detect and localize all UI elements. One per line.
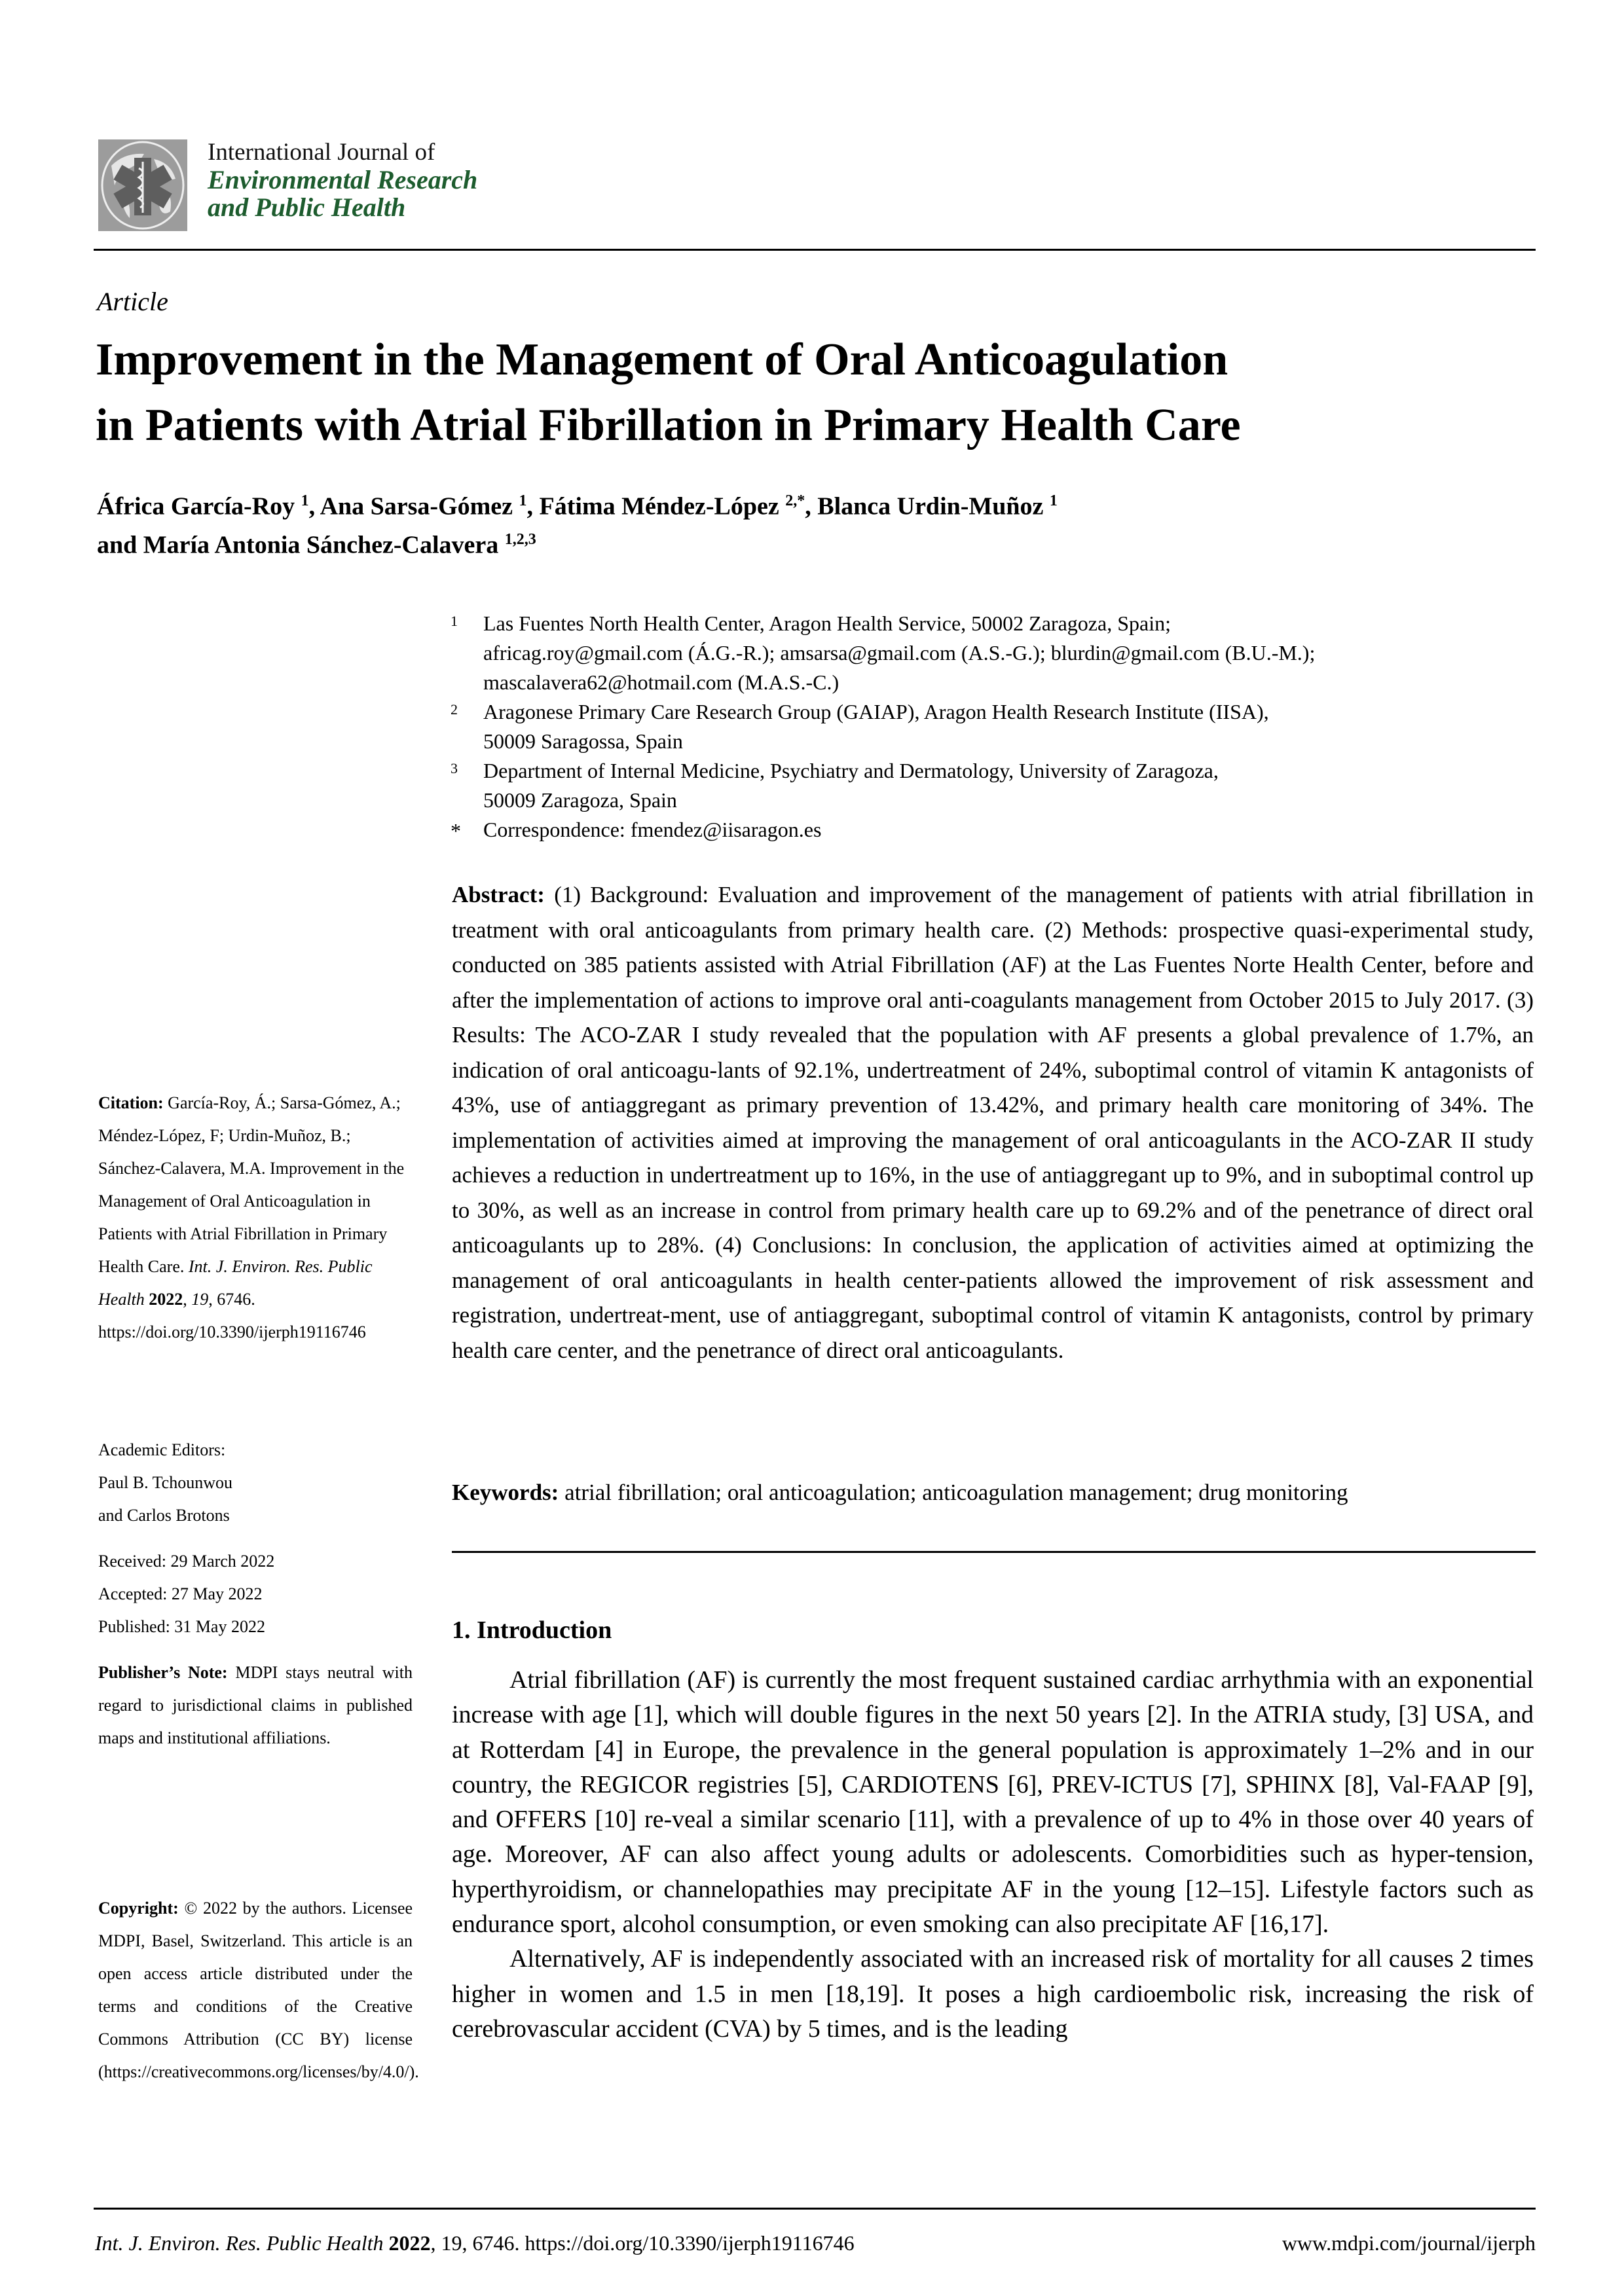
citation-block: Citation: García-Roy, Á.; Sarsa-Gómez, A.; Méndez-López, F; Urdin-Muñoz, B.; Sánchez-Calavera, M.A. Improvement in the Management of Oral Anticoagulation in Patients with Atrial Fibrillation in Primary Health Care. Int. J. Environ. Res. Public Health 2022, 19, 6746. https://doi.org/10.3390/ijerph19116746 [98, 1093, 405, 1341]
author-line-2 [97, 523, 1472, 562]
introduction-body [452, 1663, 1534, 2047]
copyright-block: Copyright: © 2022 by the authors. Licensee MDPI, Basel, Switzerland. This article is an open access article distributed under the terms and conditions of the Creative Commons Attribution (CC BY) license (https://creativecommons.org/licenses/by/4.0/). [98, 1899, 419, 2081]
title-line-2: in Patients with Atrial Fibrillation in Primary Health Care [96, 400, 1241, 450]
correspondence-mark: * [451, 819, 461, 843]
author-list [97, 484, 1472, 561]
journal-name-line1: International Journal of [208, 139, 435, 166]
abstract-label: Abstract: [452, 882, 545, 907]
affiliation-2: 2 Aragonese Primary Care Research Group (GAIAP), Aragon Health Research Institute (IISA), 50009 Saragossa, Spain [451, 697, 1531, 756]
journal-name-line3: and Public Health [208, 192, 406, 222]
keywords-label: Keywords: [452, 1480, 559, 1505]
author-affiliation-mark: 1,2,3 [504, 530, 536, 548]
footer-divider [94, 2208, 1536, 2210]
citation-label: Citation: [98, 1093, 164, 1112]
received-date: Received: 29 March 2022 [98, 1552, 275, 1571]
journal-logo [98, 139, 187, 231]
publication-dates [98, 1545, 413, 1643]
section-heading-introduction: 1. Introduction [452, 1616, 612, 1644]
keywords [452, 1476, 1539, 1509]
page-title [96, 327, 1536, 458]
journal-name [208, 139, 477, 221]
header-divider [94, 249, 1536, 251]
author-affiliation-mark: 1 [301, 492, 309, 509]
globe-star-of-life-icon [98, 139, 187, 231]
author-name[interactable]: Ana Sarsa-Gómez [320, 492, 513, 520]
footer-website-link[interactable]: www.mdpi.com/journal/ijerph [1282, 2231, 1536, 2255]
affiliations [451, 609, 1531, 845]
author-affiliation-mark: 2,* [785, 492, 805, 509]
abstract-text: (1) Background: Evaluation and improvement of the management of patients with atrial fibrillation in treatment with oral anticoagulants from primary health care. (2) Methods: prospective quasi-experimental study, conducted on 385 patients assisted with Atrial Fibrillation (AF) at the Las Fuentes Norte Health Center, before and after the implementation of actions to improve oral anti-coagulants management from October 2015 to July 2017. (3) Results: The ACO-ZAR I study revealed that the population with AF presents a global prevalence of 1.7%, an indication of oral anticoagu-lants of 92.1%, undertreatment of 24%, suboptimal control of vitamin K antagonists of 43%, use of antiaggregant as primary prevention of 13.42%, and primary health care monitoring of 34%. The implementation of activities aimed at improving the management of oral anticoagulants in the ACO-ZAR II study achieves a reduction in undertreatment up to 16%, in the use of antiaggregant up to 9%, and in suboptimal control up to 30%, as well as an increase in control from primary health care up to 69.2% and of the penetrance of direct oral anticoagulants up to 28%. (4) Conclusions: In conclusion, the application of activities aimed at optimizing the management of oral anticoagulants in health center-patients allowed the improvement of risk assessment and registration, undertreat-ment, use of antiaggregant, suboptimal control of vitamin K antagonists, control by primary health care center, and the penetrance of direct oral anticoagulants. [452, 882, 1534, 1363]
citation-doi-link[interactable]: , 6746. https://doi.org/10.3390/ijerph19116746 [98, 1290, 366, 1341]
author-name[interactable]: Blanca Urdin-Muñoz [817, 492, 1044, 520]
author-line-1: África García-Roy $^1$, Ana Sarsa-Gómez $^1$, Fátima Méndez-López $^{2,*}$, Blanca Urdin-Muñoz $^1$ [97, 492, 1058, 520]
publishers-note: Publisher’s Note: MDPI stays neutral with regard to jurisdictional claims in published maps and institutional affiliations. [98, 1663, 413, 1747]
affiliation-emails[interactable]: mascalavera62@hotmail.com (M.A.S.-C.) [483, 670, 840, 694]
keywords-text: atrial fibrillation; oral anticoagulation; anticoagulation management; drug monitoring [564, 1480, 1348, 1505]
paragraph: Atrial fibrillation (AF) is currently the most frequent sustained cardiac arrhythmia with an exponential increase with age [1], which will double figures in the next 50 years [2]. In the ATRIA study, [3] USA, and at Rotterdam [4] in Europe, the prevalence in the general population is approximately 1–2% and in our country, the REGICOR registries [5], CARDIOTENS [6], PREV-ICTUS [7], SPHINX [8], Val-FAAP [9], and OFFERS [10] re-veal a similar scenario [11], with a prevalence of up to 4% in those over 40 years of age. Moreover, AF can also affect young adults or adolescents. Comorbidities such as hyper-tension, hyperthyroidism, or channelopathies may precipitate AF in the young [12–15]. Lifestyle factors such as endurance sport, alcohol consumption, or even smoking can also precipitate AF [16,17]. [452, 1666, 1534, 1939]
abstract-divider [452, 1551, 1536, 1553]
footer-citation: Int. J. Environ. Res. Public Health 2022, 19, 6746. https://doi.org/10.3390/ijerph19116746 [95, 2231, 855, 2255]
affiliation-3: 3 Department of Internal Medicine, Psychiatry and Dermatology, University of Zaragoza, 50009 Zaragoza, Spain [451, 756, 1531, 815]
abstract [452, 877, 1534, 1368]
published-date: Published: 31 May 2022 [98, 1617, 265, 1636]
affiliation-emails[interactable]: africag.roy@gmail.com (Á.G.-R.); amsarsa@gmail.com (A.S.-G.); blurdin@gmail.com (B.U.-M.); [483, 641, 1316, 665]
title-line-1: Improvement in the Management of Oral Anticoagulation [96, 335, 1228, 385]
paragraph: Alternatively, AF is independently associated with an increased risk of mortality for all causes 2 times higher in women and 1.5 in men [18,19]. It poses a high cardioembolic risk, increasing the risk of cerebrovascular accident (CVA) by 5 times, and is the leading [452, 1945, 1534, 2043]
affiliation-mark: 3 [451, 760, 458, 776]
journal-name-line2: Environmental Research [208, 165, 478, 194]
footer-doi-link[interactable]: , 19, 6746. https://doi.org/10.3390/ijerph19116746 [430, 2231, 855, 2255]
affiliation-mark: 1 [451, 613, 458, 629]
author-name[interactable]: África García-Roy [97, 492, 295, 520]
article-type: Article [97, 287, 168, 316]
affiliation-mark: 2 [451, 701, 458, 718]
accepted-date: Accepted: 27 May 2022 [98, 1584, 263, 1603]
author-name[interactable]: and María Antonia Sánchez-Calavera [97, 531, 499, 559]
author-name[interactable]: Fátima Méndez-López [539, 492, 779, 520]
author-affiliation-mark: 1 [519, 492, 527, 509]
affiliation-1: 1 Las Fuentes North Health Center, Aragon Health Service, 50002 Zaragoza, Spain; africag.roy@gmail.com (Á.G.-R.); amsarsa@gmail.com (A.S.-G.); blurdin@gmail.com (B.U.-M.); mascalavera62@hotmail.com (M.A.S.-C.) [451, 609, 1531, 697]
academic-editors: Academic Editors: Paul B. Tchounwou and Carlos Brotons [98, 1440, 232, 1525]
correspondence-email[interactable]: Correspondence: fmendez@iisaragon.es [483, 818, 822, 841]
author-affiliation-mark: 1 [1049, 492, 1058, 509]
correspondence [451, 815, 1531, 845]
